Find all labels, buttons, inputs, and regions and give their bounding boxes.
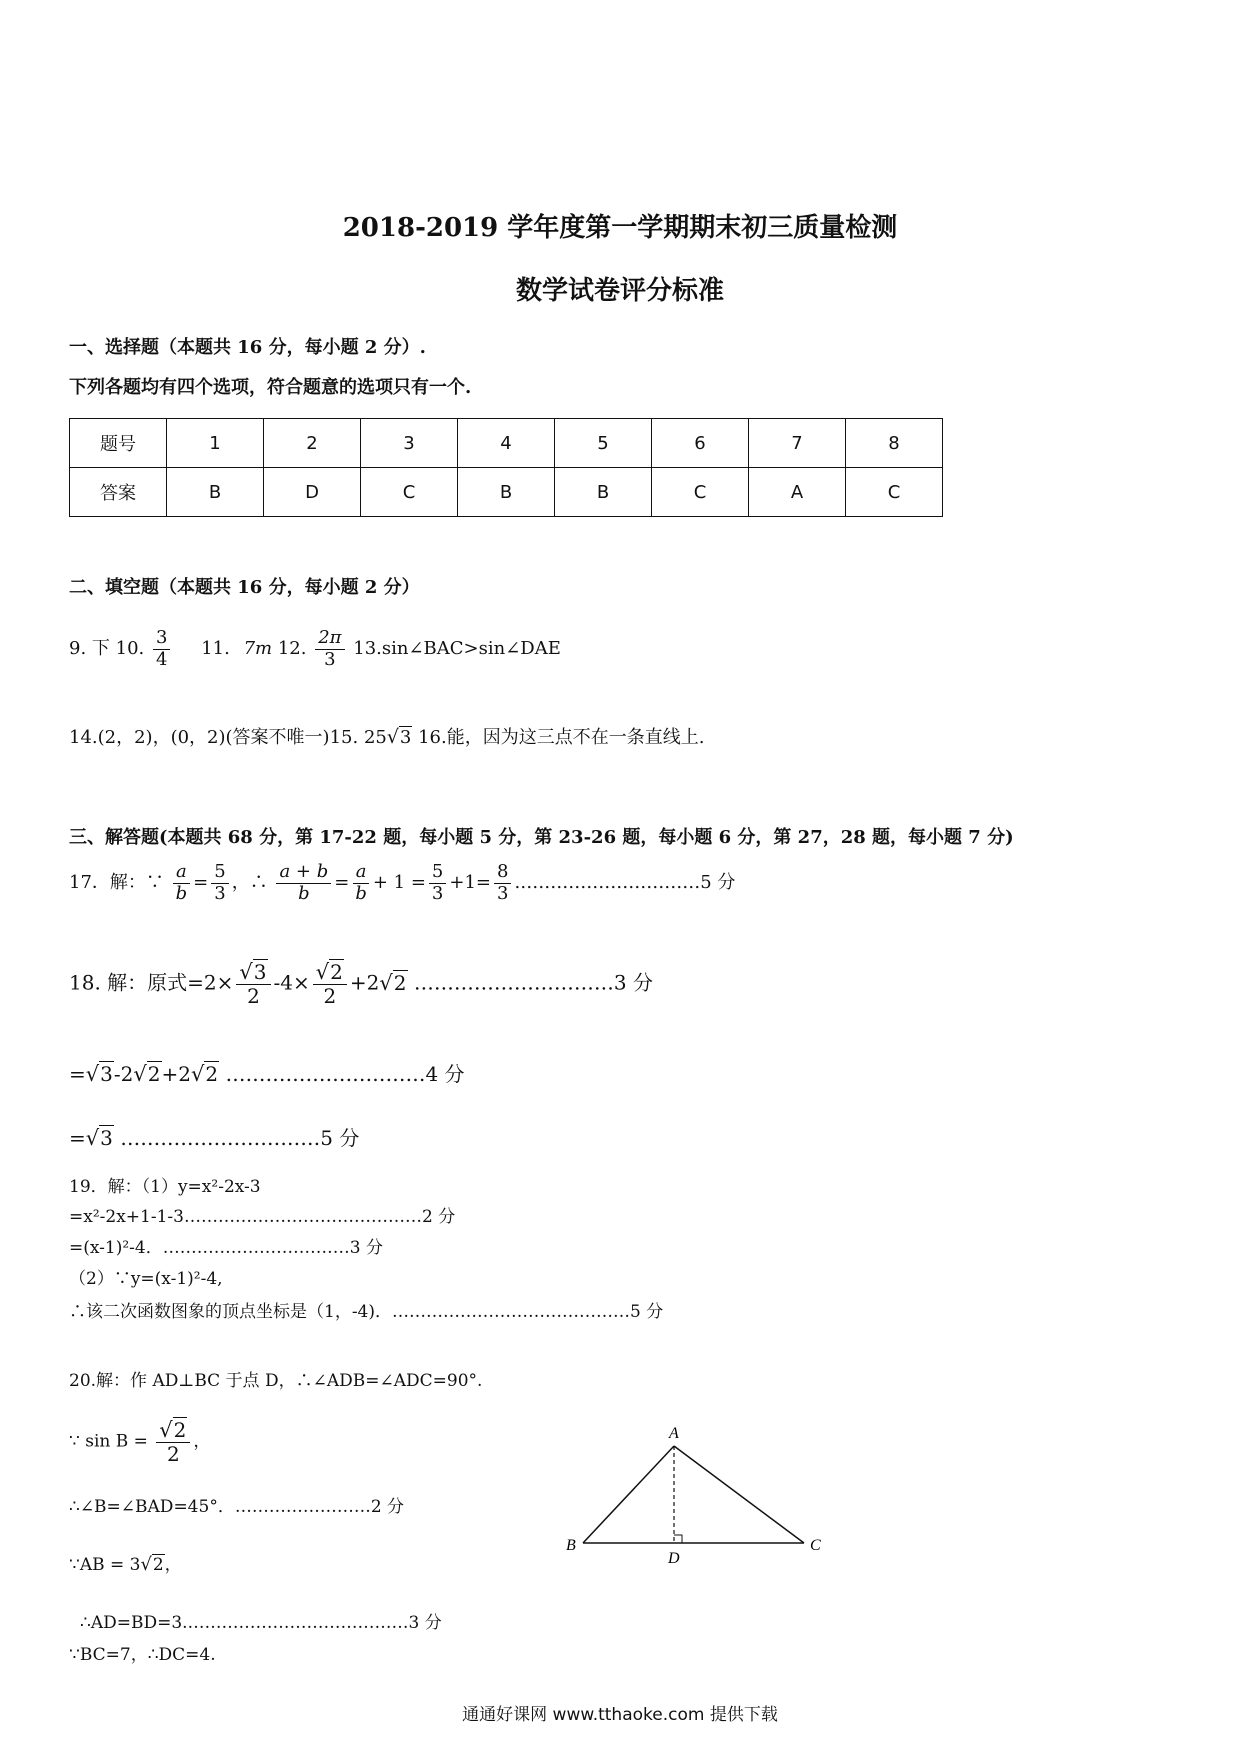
table-row bbox=[70, 419, 943, 468]
label-c: C bbox=[810, 1537, 821, 1554]
q19-line5: ∴该二次函数图象的顶点坐标是（1，-4)．……………………………………5 分 bbox=[69, 1302, 664, 1322]
label-a: A bbox=[669, 1425, 679, 1442]
q17-line: 17．解：∵ $\frac{a}{b}$ = $\frac{5}{3}$ ，∴ $\frac{a + b}{b}$ = $\frac{a}{b}$ + 1 = $\frac{5}{3}$ +1= $\frac{8}{3}$ .…………………………5 分 bbox=[69, 861, 736, 904]
q13: 13.sin∠BAC>sin∠DAE bbox=[353, 638, 561, 660]
section1-instruction: 下列各题均有四个选项，符合题意的选项只有一个. bbox=[69, 377, 472, 398]
q12-label: 12. bbox=[277, 638, 307, 660]
q17-label: 17．解：∵ bbox=[69, 872, 164, 894]
table-cell: 1 bbox=[167, 419, 264, 468]
right-angle-mark bbox=[674, 1535, 682, 1543]
q14: 14.(2，2)，(0，2)(答案不唯一) bbox=[69, 727, 330, 748]
label-d: D bbox=[668, 1550, 680, 1567]
fill-answers-row2 bbox=[69, 723, 704, 749]
q16: 16.能，因为这三点不在一条直线上. bbox=[418, 727, 705, 748]
fraction-5-3: $\frac{5}{3}$ bbox=[211, 862, 228, 904]
fraction-apb-b: $\frac{a + b}{b}$ bbox=[276, 862, 331, 904]
plus-one-b: +1= bbox=[449, 872, 491, 894]
fraction-a-b-2: $\frac{a}{b}$ bbox=[352, 862, 370, 904]
fraction-a-b: $\frac{a}{b}$ bbox=[173, 862, 191, 904]
q10-fraction: $\frac{3}{4}$ bbox=[153, 628, 170, 670]
table-cell: 8 bbox=[846, 419, 943, 468]
q18-line3: =√3 …………………………5 分 bbox=[69, 1126, 360, 1150]
table-cell: 3 bbox=[361, 419, 458, 468]
row-label: 答案 bbox=[70, 468, 167, 517]
table-cell: C bbox=[361, 468, 458, 517]
fraction-8-3: $\frac{8}{3}$ bbox=[494, 862, 511, 904]
therefore: ，∴ bbox=[231, 872, 268, 894]
q20-line4: ∵AB = 3√2， bbox=[69, 1554, 182, 1575]
section1-heading: 一、选择题（本题共 16 分，每小题 2 分）. bbox=[69, 337, 426, 358]
triangle-figure bbox=[560, 1410, 840, 1570]
section2-heading: 二、填空题（本题共 16 分，每小题 2 分） bbox=[69, 577, 420, 598]
q9: 9. 下 bbox=[69, 638, 110, 660]
table-cell: C bbox=[652, 468, 749, 517]
q11-label: 11. bbox=[201, 638, 230, 660]
side-ab bbox=[583, 1446, 674, 1543]
table-cell: 5 bbox=[555, 419, 652, 468]
q18-plus2: +2 bbox=[349, 970, 380, 995]
q20-line5: ∴AD=BD=3.…………………………………3 分 bbox=[80, 1613, 442, 1633]
q18-line2: =√3-2√2+2√2 …………………………4 分 bbox=[69, 1062, 465, 1086]
q15-coef: 25 bbox=[363, 727, 387, 748]
q19-line4: （2）∵y=(x-1)²-4, bbox=[69, 1269, 223, 1289]
table-cell: 4 bbox=[458, 419, 555, 468]
q18-label: 18. 解：原式=2× bbox=[69, 970, 234, 995]
table-row bbox=[70, 468, 943, 517]
section3-heading: 三、解答题(本题共 68 分，第 17-22 题，每小题 5 分，第 23-26 题，每小题 6 分，第 27，28 题，每小题 7 分) bbox=[69, 827, 1014, 848]
q20-line3: ∴∠B=∠BAD=45°．……………………2 分 bbox=[69, 1497, 405, 1517]
q15-label: 15. bbox=[329, 727, 359, 748]
table-cell: B bbox=[555, 468, 652, 517]
q17-score: …………………………5 分 bbox=[520, 872, 736, 894]
q18-score1: …………………………3 分 bbox=[413, 970, 653, 995]
table-cell: C bbox=[846, 468, 943, 517]
sqrt-2: √2 bbox=[379, 970, 407, 995]
page-subtitle: 数学试卷评分标准 bbox=[515, 276, 724, 306]
sqrt-3: √3 bbox=[386, 726, 412, 748]
table-cell: 7 bbox=[749, 419, 846, 468]
q18-mid: -4× bbox=[273, 970, 310, 995]
q19-line3: =(x-1)²-4．……………………………3 分 bbox=[69, 1238, 383, 1258]
fill-answers-row1 bbox=[69, 628, 561, 670]
answer-table bbox=[69, 418, 943, 517]
table-cell: 6 bbox=[652, 419, 749, 468]
plus-one: + 1 = bbox=[372, 872, 426, 894]
q12-fraction: $\frac{2\pi}{3}$ bbox=[315, 628, 344, 670]
side-ac bbox=[674, 1446, 804, 1543]
footer-source: 通通好课网 www.tthaoke.com 提供下载 bbox=[462, 1705, 778, 1725]
fraction-5-3-2: $\frac{5}{3}$ bbox=[429, 862, 446, 904]
fraction-sqrt3-2: $\frac{√3}{2}$ bbox=[236, 960, 270, 1008]
q10-label: 10. bbox=[115, 638, 145, 660]
q20-line1: 20.解：作 AD⊥BC 于点 D，∴∠ADB=∠ADC=90°. bbox=[69, 1371, 483, 1391]
table-cell: B bbox=[167, 468, 264, 517]
q18-score2: …………………………4 分 bbox=[225, 1062, 465, 1086]
q20-line6: ∵BC=7，∴DC=4. bbox=[69, 1645, 216, 1665]
table-cell: B bbox=[458, 468, 555, 517]
q20-line2: ∵ sin B = $\frac{√2}{2}$ ， bbox=[69, 1418, 211, 1467]
table-cell: D bbox=[264, 468, 361, 517]
row-label: 题号 bbox=[70, 419, 167, 468]
label-b: B bbox=[566, 1537, 576, 1554]
q19-line1: 19．解：（1）y=x²-2x-3 bbox=[69, 1177, 261, 1197]
q19-line2: =x²-2x+1-1-3……………………………………2 分 bbox=[69, 1207, 456, 1227]
table-cell: A bbox=[749, 468, 846, 517]
q18-score3: …………………………5 分 bbox=[120, 1126, 360, 1150]
table-cell: 2 bbox=[264, 419, 361, 468]
fraction-sqrt2-2-b: $\frac{√2}{2}$ bbox=[156, 1418, 190, 1466]
q18-line1 bbox=[69, 960, 653, 1008]
q11-value: 7m bbox=[243, 638, 273, 660]
page-title: 2018-2019 学年度第一学期期末初三质量检测 bbox=[342, 213, 898, 243]
fraction-sqrt2-2: $\frac{√2}{2}$ bbox=[313, 960, 347, 1008]
